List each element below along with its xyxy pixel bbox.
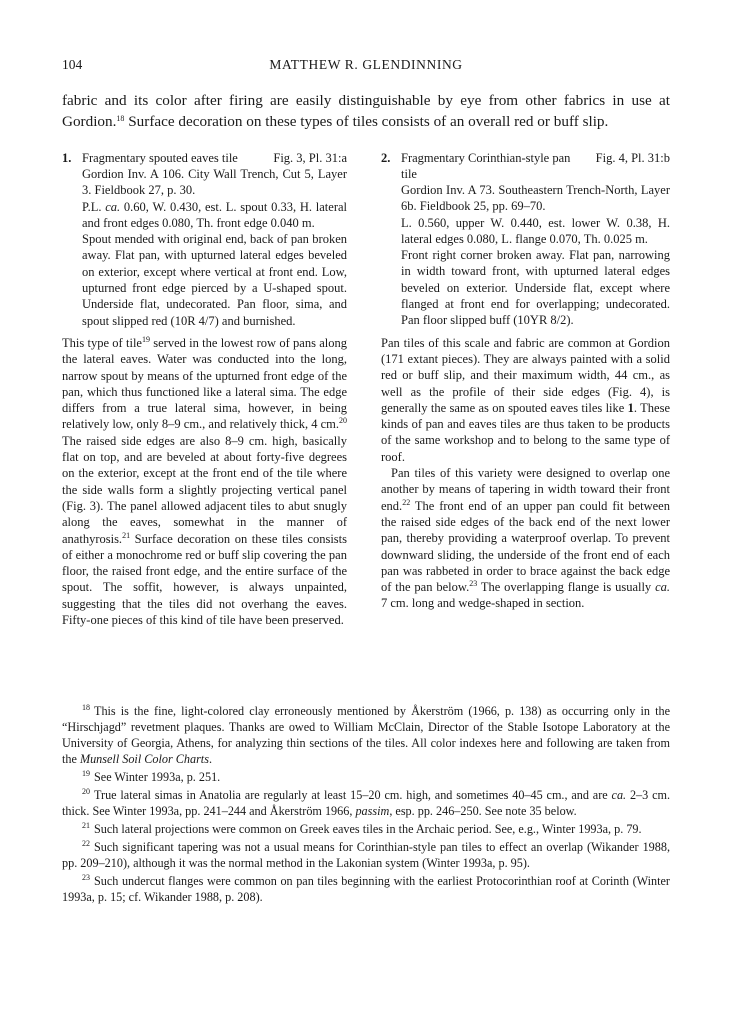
- description: Spout mended with original end, back of pan broken away. Flat pan, with upturned lateral edges beveled on exterior, except where vertical at front end. Low, upturned front edge pierced by a U-shaped spout. Underside flat, undecorated. Pan floor, sima, and spout slipped red (10R 4/7) and burnished.: [82, 232, 347, 328]
- dimensions: L. 0.560, upper W. 0.440, est. lower W. 0.38, H. lateral edges 0.080, L. flange 0.070, Th. 0.025 m.: [401, 215, 670, 246]
- right-body-text: [381, 335, 670, 612]
- description: Front right corner broken away. Flat pan, narrowing in width toward front, with upturned lateral edges beveled on exterior. Underside flat, except where flanged at front end for overlapping; undecorated. Pan floor slipped buff (10YR 8/2).: [401, 248, 670, 328]
- catalog-number: 2.: [381, 151, 391, 165]
- figure-reference: Fig. 4, Pl. 31:b: [595, 151, 670, 165]
- paragraph: Pan tiles of this scale and fabric are common at Gordion (171 extant pieces). They are always painted with a solid red or buff slip, and their maximum width, 44 cm., as well as the profile of their side edges (Fig. 4), is generally the same as on spouted eaves tiles like 1. These kinds of pan and eaves tiles are thus taken to be products of the same workshop and to belong to the same type of roof.: [381, 335, 670, 464]
- footnote-19: $^{19}$ See Winter 1993a, p. 251.: [82, 769, 221, 784]
- dimensions: P.L. ca. 0.60, W. 0.430, est. L. spout 0.33, H. lateral and front edges 0.080, Th. front edge 0.040 m.: [82, 199, 347, 230]
- page-header: [62, 57, 670, 77]
- page-number: 104: [62, 57, 83, 72]
- catalog-title: Fragmentary Corinthian-style pan tile: [401, 151, 571, 182]
- catalog-entry-1: [62, 166, 347, 329]
- paragraph: This type of tile$^{19}$ served in the lowest row of pans along the lateral eaves. Water was conducted into the long, narrow spout by means of the upturned front edge of the pan, which thus functioned like a lateral sima. The edge differs from a true lateral sima, however, in being relatively low, only 8–9 cm., and relatively thick, 4 cm.$^{20}$ The raised side edges are also 8–9 cm. high, basically flat on top, and are beveled at about forty-five degrees on the exterior, except at the front end of the tile where the side walls form a slightly projecting vertical panel (Fig. 3). The panel allowed adjacent tiles to abut snugly along the eaves, somewhat in the manner of anathyrosis.$^{21}$ Surface decoration on these tiles consists of either a monochrome red or buff slip covering the pan floor, the raised front edge, and the entire surface of the spout. The soffit, however, is always unpainted, suggesting that the tiles did not overhang the eaves. Fifty-one pieces of this kind of tile have been preserved.: [62, 334, 347, 628]
- catalog-heading-1: [62, 150, 347, 166]
- catalog-heading-2: [381, 150, 670, 182]
- catalog-title: Fragmentary spouted eaves tile: [82, 151, 238, 165]
- catalog-number: 1.: [62, 151, 72, 165]
- figure-reference: Fig. 3, Pl. 31:a: [273, 151, 347, 165]
- footnote-ref-22[interactable]: 22: [402, 497, 411, 507]
- paragraph: Pan tiles of this variety were designed to overlap one another by means of tapering in width toward their front end.$^{22}$ The front end of an upper pan could fit between the raised side edges of the back end of the next lower pan, thereby providing a waterproof overlap. To prevent downward sliding, the underside of the front end of each pan was rabbeted in order to brace against the back edge of the pan below.$^{23}$ The overlapping flange is usually ca. 7 cm. long and wedge-shaped in section.: [381, 466, 670, 611]
- footnote-ref-23[interactable]: 23: [469, 579, 478, 589]
- inventory: Gordion Inv. A 73. Southeastern Trench-North, Layer 6b. Fieldbook 25, pp. 69–70.: [401, 183, 670, 214]
- left-body-text: [62, 335, 347, 628]
- catalog-entry-2: [381, 182, 670, 329]
- footnote-ref-19[interactable]: 19: [141, 334, 150, 344]
- footnote-22: $^{22}$ Such significant tapering was not a usual means for Corinthian-style pan tiles to effect an overlap (Wikander 1988, pp. 209–210), although it was the normal method in the Lakonian system (Winter 1993a, p. 95).: [62, 839, 670, 870]
- footnotes: [62, 703, 670, 907]
- intro-paragraph: fabric and its color after firing are easily distinguishable by eye from other fabrics in use at Gordion.$^{18}$ Surface decoration on these types of tiles consists of an overall red or buff slip.: [62, 92, 670, 130]
- footnote-ref-20[interactable]: 20: [339, 416, 347, 426]
- footnote-ref-18[interactable]: 18: [116, 114, 125, 123]
- footnote-18: $^{18}$ This is the fine, light-colored clay erroneously mentioned by Åkerström (1966, p. 138) as occurring only in the “Hirschjagd” revetment plaques. Thanks are owed to William McClain, Director of the Stable Isotope Laboratory at the University of Georgia, Athens, for analyzing thin sections of the tiles. All color indexes here and following are taken from the Munsell Soil Color Charts.: [62, 703, 670, 766]
- footnote-23: $^{23}$ Such undercut flanges were common on pan tiles beginning with the earliest Protocorinthian roof at Corinth (Winter 1993a, p. 15; cf. Wikander 1988, p. 208).: [62, 873, 670, 904]
- footnote-21: $^{21}$ Such lateral projections were common on Greek eaves tiles in the Archaic period. See, e.g., Winter 1993a, p. 79.: [82, 821, 642, 836]
- inventory: Gordion Inv. A 106. City Wall Trench, Cut 5, Layer 3. Fieldbook 27, p. 30.: [82, 167, 347, 198]
- left-column: [62, 150, 347, 628]
- footnote-20: $^{20}$ True lateral simas in Anatolia are regularly at least 15–20 cm. high, and sometimes 40–45 cm., and are ca. 2–3 cm. thick. See Winter 1993a, pp. 241–244 and Åkerström 1966, passim, esp. pp. 246–250. See note 35 below.: [62, 787, 671, 818]
- running-title: MATTHEW R. GLENDINNING: [269, 57, 463, 72]
- right-column: [381, 150, 670, 612]
- footnote-ref-21[interactable]: 21: [122, 530, 131, 540]
